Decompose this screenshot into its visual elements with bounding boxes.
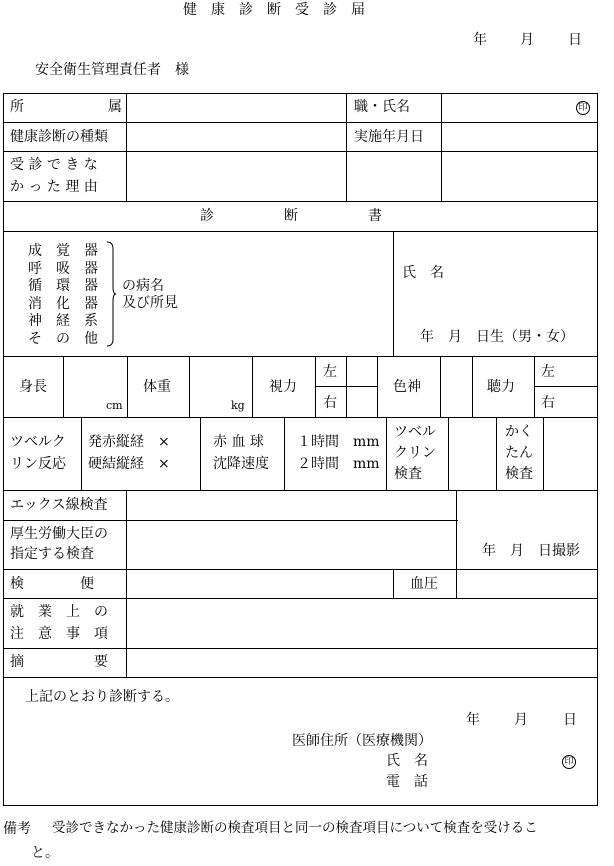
blood-pressure-field[interactable] [456, 569, 598, 598]
blood-pressure-label: 血圧 [410, 576, 438, 592]
note-text-line1: 受診できなかった健康診断の検査項目と同一の検査項目について検査を受けるこ [52, 820, 538, 836]
vision-right-label: 右 [323, 395, 337, 411]
tuberculin-test-line1: ツベル [394, 424, 436, 440]
esr-two-hours: ２時間 mm [297, 456, 380, 472]
esr-label-line2: 沈降速度 [213, 456, 269, 472]
birth-date-label: 年 月 日生（男・女） [420, 329, 574, 345]
work-notes-field[interactable] [126, 598, 598, 648]
xray-label: エックス線検査 [10, 497, 108, 513]
tuberculin-test-line2: クリン [394, 445, 436, 461]
exam-date-label: 実施年月日 [354, 129, 424, 145]
work-notes-line1: 就 業 上 の [10, 604, 108, 620]
doctor-name-label: 氏 名 [386, 753, 428, 769]
diagnosis-field[interactable] [126, 231, 393, 356]
ministry-test-line1: 厚生労働大臣の [10, 526, 108, 542]
organ-item: 呼 吸 器 [28, 260, 98, 277]
xray-field[interactable] [126, 490, 456, 520]
esr-label-line1: 赤 血 球 [213, 434, 264, 450]
organ-item: 消 化 器 [28, 295, 98, 312]
sputum-test-line1: かく [505, 424, 533, 440]
height-label: 身長 [19, 379, 47, 395]
sputum-test-line2: たん [505, 445, 533, 461]
sputum-test-line3: 検査 [505, 466, 533, 482]
organ-item: そ の 他 [28, 330, 98, 347]
certification-day: 日 [563, 712, 577, 728]
affiliation-field[interactable] [126, 93, 346, 122]
weight-unit: kg [231, 399, 245, 412]
hearing-left-label: 左 [541, 364, 555, 380]
tuberculin-reaction-line2: リン反応 [10, 456, 66, 472]
certification-year: 年 [466, 712, 480, 728]
hearing-label: 聴力 [487, 379, 515, 395]
organ-list [28, 243, 108, 348]
stool-test-field[interactable] [126, 569, 393, 598]
exam-type-label: 健康診断の種類 [10, 129, 108, 145]
reason-field[interactable] [126, 151, 346, 201]
header-year: 年 [473, 32, 487, 48]
organ-item: 循 環 器 [28, 278, 98, 294]
disease-label-line2: 及び所見 [122, 295, 178, 311]
position-name-label: 職・氏名 [354, 99, 410, 115]
vision-label: 視力 [269, 379, 297, 395]
exam-date-field[interactable] [441, 122, 598, 151]
patient-name-label: 氏 名 [402, 265, 444, 281]
seal-mark: 印 [576, 101, 590, 115]
organ-bracket [105, 241, 117, 347]
disease-label-line1: の病名 [122, 278, 164, 294]
organ-item: 神 経 系 [28, 313, 98, 329]
tuberculin-test-line3: 検査 [394, 466, 422, 482]
affiliation-label: 所 属 [10, 99, 122, 115]
ministry-test-line2: 指定する検査 [10, 546, 94, 562]
vision-left-label: 左 [323, 364, 337, 380]
reason-label-line2: か っ た 理 由 [10, 179, 98, 195]
diagnosis-header: 診 断 書 [200, 208, 382, 224]
photo-date-label: 年 月 日撮影 [482, 543, 580, 559]
note-label: 備考 [3, 821, 31, 837]
hearing-right-label: 右 [541, 395, 555, 411]
exam-type-field[interactable] [126, 122, 346, 151]
organ-item: 成 覚 器 [28, 243, 98, 259]
doctor-address-label: 医師住所（医療機関） [292, 733, 432, 749]
doctor-seal-mark: 印 [562, 755, 576, 769]
ministry-test-field[interactable] [126, 520, 456, 569]
doctor-phone-label: 電 話 [386, 774, 428, 790]
reason-label-line1: 受 診 で き な [10, 157, 98, 173]
weight-label: 体重 [143, 379, 171, 395]
tuberculin-reaction-line1: ツベルク [10, 434, 66, 450]
stool-test-label: 検 便 [10, 576, 94, 592]
header-month: 月 [520, 32, 534, 48]
summary-field[interactable] [126, 648, 598, 677]
hardening-diameter-label: 硬結縦経 × [88, 456, 170, 472]
certification-statement: 上記のとおり診断する。 [25, 689, 179, 705]
addressee: 安全衛生管理責任者 様 [35, 62, 189, 78]
height-unit: cm [106, 399, 123, 412]
certification-month: 月 [514, 712, 528, 728]
document-title: 健 康 診 断 受 診 届 [183, 2, 365, 18]
position-name-field[interactable] [441, 93, 598, 122]
esr-one-hour: １時間 mm [297, 434, 380, 450]
redness-diameter-label: 発赤縦経 × [88, 434, 170, 450]
header-day: 日 [568, 32, 582, 48]
color-vision-label: 色神 [393, 379, 421, 395]
work-notes-line2: 注 意 事 項 [10, 626, 108, 642]
note-text-line2: と。 [31, 845, 59, 861]
summary-label: 摘 要 [10, 654, 108, 670]
